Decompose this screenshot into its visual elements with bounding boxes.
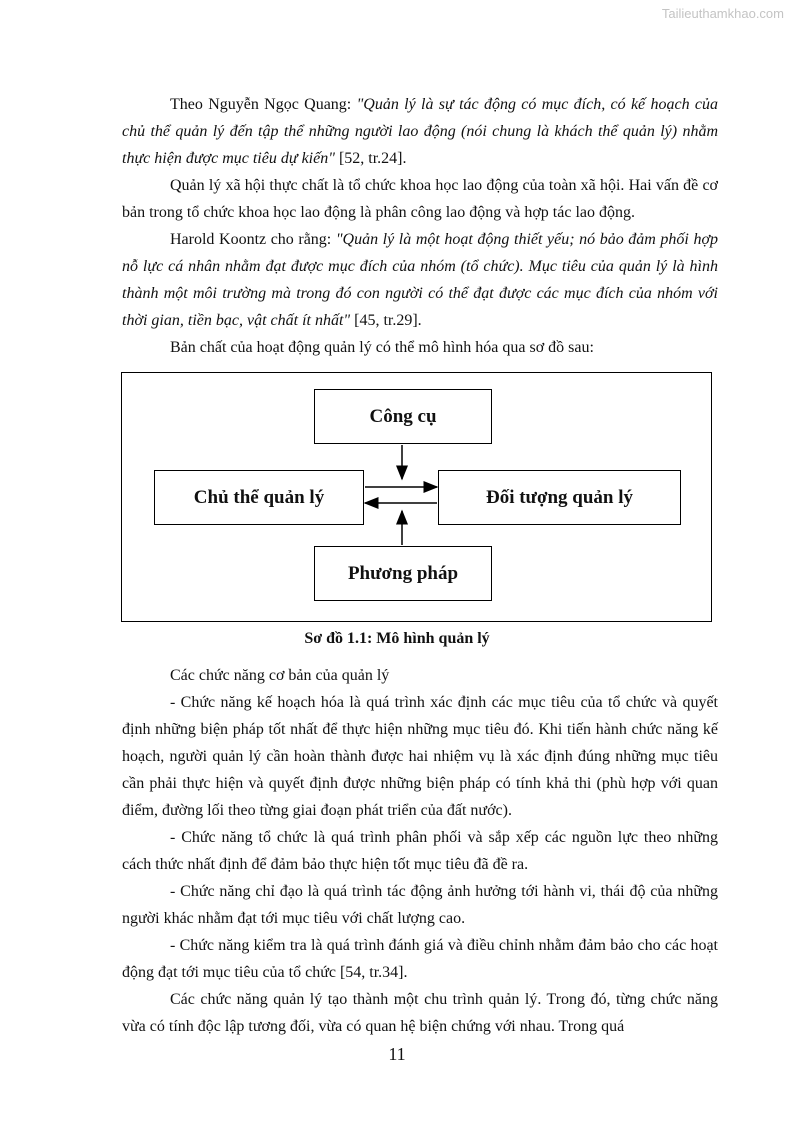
quote: "Quản lý là một hoạt động thiết yếu; nó bảo đảm phối hợp nỗ lực cá nhân nhằm đạt được mục đích của nhóm (tổ chức). Mục tiêu của quản lý là hình thành một môi trường mà trong đó con người có thể đạt được các mục đích của nhóm với thời gian, tiền bạc, vật chất ít nhất"	[122, 231, 718, 329]
paragraph: Các chức năng cơ bản của quản lý	[170, 667, 390, 684]
citation: [45, tr.29].	[350, 312, 422, 329]
body-text-bottom	[122, 662, 718, 1040]
paragraph: Các chức năng quản lý tạo thành một chu trình quản lý. Trong đó, từng chức năng vừa có tính độc lập tương đối, vừa có quan hệ biện chứng với nhau. Trong quá	[122, 991, 718, 1035]
box-subject: Chủ thể quản lý	[154, 470, 364, 525]
citation: [52, tr.24].	[334, 150, 407, 167]
diagram-caption: Sơ đồ 1.1: Mô hình quản lý	[304, 630, 490, 647]
body-text-top	[122, 91, 718, 361]
watermark: Tailieuthamkhao.com	[661, 6, 784, 21]
paragraph	[122, 226, 718, 334]
box-tool: Công cụ	[314, 389, 492, 444]
paragraph	[122, 91, 718, 172]
paragraph: - Chức năng tổ chức là quá trình phân phối và sắp xếp các nguồn lực theo những cách thức nhất định để đảm bảo thực hiện tốt mục tiêu đã đề ra.	[122, 829, 718, 873]
paragraph-lead: Theo Nguyễn Ngọc Quang:	[170, 96, 357, 113]
paragraph: Bản chất của hoạt động quản lý có thể mô hình hóa qua sơ đồ sau:	[170, 339, 594, 356]
box-object: Đối tượng quản lý	[438, 470, 681, 525]
paragraph: - Chức năng kế hoạch hóa là quá trình xác định các mục tiêu của tổ chức và quyết định những biện pháp tốt nhất để thực hiện những mục tiêu đó. Khi tiến hành chức năng kế hoạch, người quản lý cần hoàn thành được hai nhiệm vụ là xác định đúng những mục tiêu cần phải thực hiện và quyết định được những biện pháp có tính khả thi (phù hợp với quan điểm, đường lối theo từng giai đoạn phát triển của đất nước).	[122, 694, 718, 819]
box-method: Phương pháp	[314, 546, 492, 601]
quote: "Quản lý là sự tác động có mục đích, có kế hoạch của chủ thể quản lý đến tập thể những người lao động (nói chung là khách thể quản lý) nhằm thực hiện được mục tiêu dự kiến"	[122, 96, 718, 167]
paragraph-lead: Harold Koontz cho rằng:	[170, 231, 336, 248]
paragraph: Quản lý xã hội thực chất là tổ chức khoa học lao động của toàn xã hội. Hai vấn đề cơ bản trong tổ chức khoa học lao động là phân công lao động và hợp tác lao động.	[122, 177, 718, 221]
paragraph: - Chức năng chỉ đạo là quá trình tác động ảnh hưởng tới hành vi, thái độ của những người khác nhằm đạt tới mục tiêu với chất lượng cao.	[122, 883, 718, 927]
management-model-diagram	[121, 372, 712, 622]
paragraph: - Chức năng kiểm tra là quá trình đánh giá và điều chỉnh nhằm đảm bảo cho các hoạt động đạt tới mục tiêu của tổ chức [54, tr.34].	[122, 937, 718, 981]
page-number: 11	[388, 1044, 406, 1064]
